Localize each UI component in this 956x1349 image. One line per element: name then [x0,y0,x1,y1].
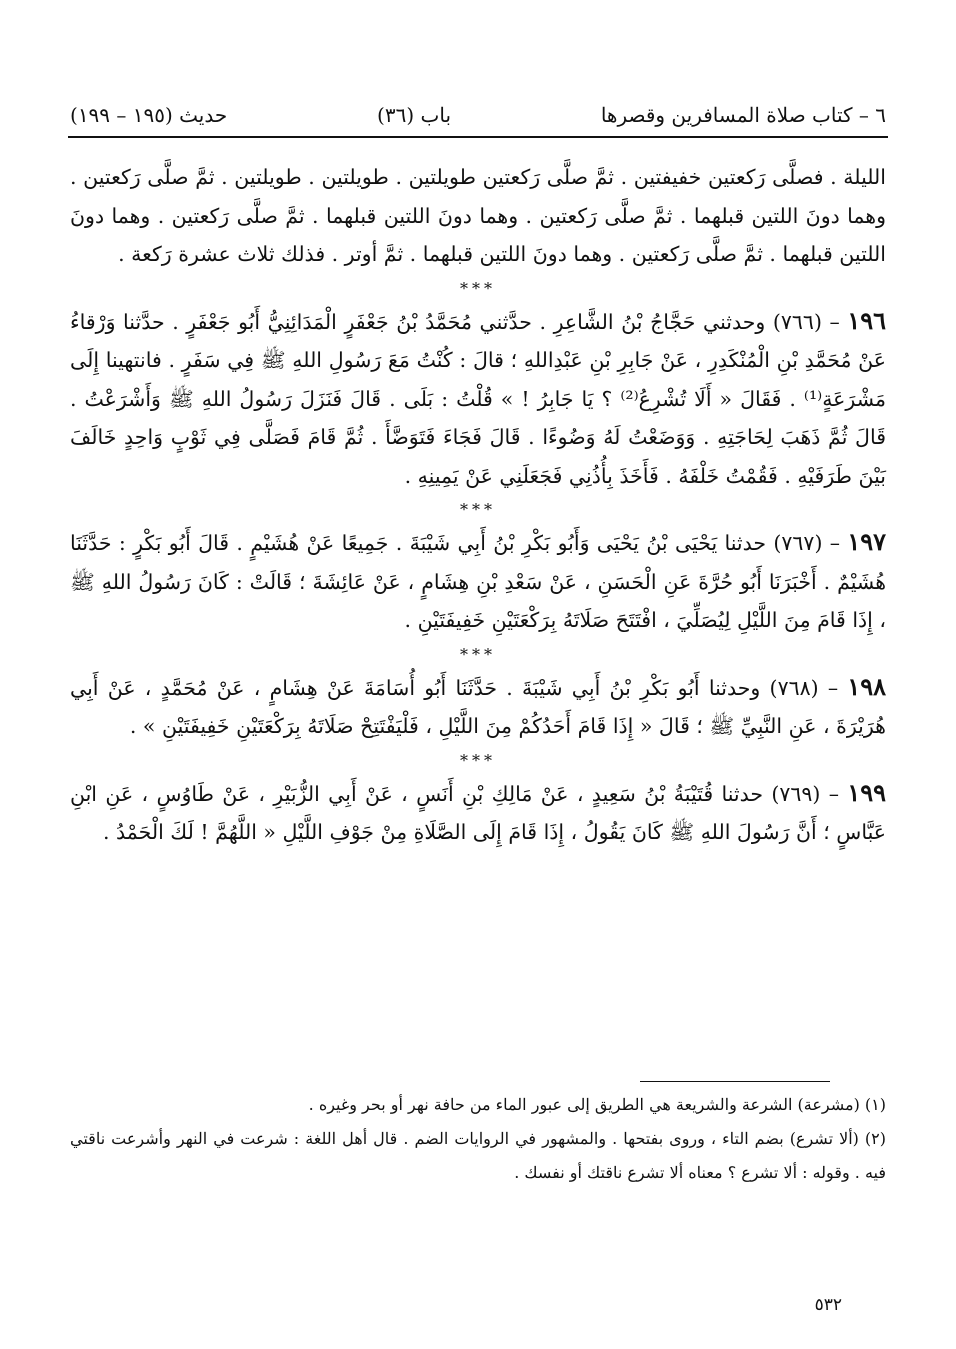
paragraph-continuation: الليلة . فصلَّى رَكعتين خفيفتين . ثمَّ صلَّى رَكعتين طويلتين . طويلتين . طويلتين . ثمَّ صلَّى رَكعتين . وهما دونَ اللتين قبلهما . ثمَّ صلَّى رَكعتين . وهما دونَ اللتين قبلهما . ثمَّ صلَّى رَكعتين . وهما دونَ اللتين قبلهما . ثمَّ صلَّى رَكعتين . وهما دونَ اللتين قبلهما . ثمَّ أوتر . فذلك ثلاث عشرة رَكعة . [70,165,886,266]
section-separator: *** [460,278,496,298]
page-number: ٥٣٢ [814,1295,842,1315]
hadith-number: ١٩٦ [847,305,887,335]
hadith-number: ١٩٨ [847,671,886,701]
main-text [70,158,886,852]
hadith-197 [70,523,886,640]
hadith-number: ١٩٧ [847,527,887,556]
hadith-text: – (٧٦٦) وحدثني حَجَّاجُ بْنُ الشَّاعِرِ . حدَّثني مُحَمَّدُ بْنُ جَعْفَرٍ الْمَدَائِنِيُّ أَبُو جَعْفَرٍ . حدَّثنا وَرْقاءُ عَنْ مُحَمَّدِ بْنِ الْمُنْكَدِرِ ، عَنْ جَابِرِ بْنِ عَبْدِاللهِ ؛ قالَ : كُنْتُ مَعَ رَسُولِ اللهِ ﷺ فِي سَفَرٍ . فانتهينا إِلَى مَشْرَعَةٍ⁽¹⁾ . فَقَالَ « أَلَا تُشْرِعُ⁽²⁾ ؟ يَا جَابِرُ ! » قُلْتُ : بَلَى . قَالَ فَنَزَلَ رَسُولُ اللهِ ﷺ وَأَشْرَعْتُ . قَالَ ثُمَّ ذَهَبَ لِحَاجَتِهِ . وَوَضَعْتُ لَهُ وَضُوءًا . قَالَ فَجَاءَ فَتَوَضَّأَ . ثُمَّ قَامَ فَصَلَّى فِي ثَوْبٍ وَاحِدٍ خَالَفَ بَيْنَ طَرَفَيْهِ . فَقُمْتُ خَلْفَهُ . فَأَخَذَ بِأُذُنِي فَجَعَلَنِي عَنْ يَمِينِهِ . [70,309,886,488]
section-separator: *** [460,500,496,519]
hadith-text: – (٧٦٩) حدثنا قُتَيْبَةُ بْنُ سَعِيدٍ ، عَنْ مَالِكِ بْنِ أَنَسٍ ، عَنْ أَبِي الزُّبَيْرِ ، عَنْ طَاوُسٍ ، عَنِ ابْنِ عَبَّاسٍ ؛ أَنَّ رَسُولَ اللهِ ﷺ كَانَ يَقُولُ ، إِذَا قَامَ إِلَى الصَّلَاةِ مِنْ جَوْفِ اللَّيْلِ « اللَّهُمَّ ! لَكَ الْحَمْدُ . [70,781,886,844]
bab-number: (٣٦) باب [377,103,452,127]
footnote-1: (١) (مشرعة) الشرعة والشريعة هي الطريق إلى عبور الماء من حافة نهر أو بحر وغيره . [308,1095,886,1114]
hadith-196 [70,302,886,496]
footnote-2: (٢) (ألا تشرع) بضم التاء ، وروى بفتحها . والمشهور في الروايات الضم . قال أهل اللغة : شرعت في النهر وأشرعت ناقتي فيه . وقوله : ألا تشرع ؟ معناه ألا تشرع ناقتك أو نفسك . [70,1129,886,1182]
hadith-text: – (٧٦٨) وحدثنا أَبُو بَكْرِ بْنُ أَبِي شَيْبَةَ . حَدَّثَنَا أَبُو أُسَامَةَ عَنْ هِشَامٍ ، عَنْ مُحَمَّدٍ ، عَنْ أَبِي هُرَيْرَةَ ، عَنِ النَّبِيِّ ﷺ ؛ قَالَ « إِذَا قَامَ أَحَدُكُمْ مِنَ اللَّيْلِ ، فَلْيَفْتَتِحْ صَلَاتَهُ بِرَكْعَتَيْنِ خَفِيفَتَيْنِ » . [70,675,886,738]
section-separator: *** [460,644,496,664]
footnote-rule [640,1081,830,1082]
hadith-range: (١٩٥ – ١٩٩) حديث [70,103,228,127]
running-header [70,98,886,132]
footnotes [70,1088,886,1190]
hadith-number: ١٩٩ [847,777,887,807]
hadith-199 [70,774,886,852]
header-rule [68,136,888,138]
hadith-text: – (٧٦٧) حدثنا يَحْيَى بْنُ يَحْيَى وَأَبُو بَكْرِ بْنُ أَبِي شَيْبَةَ . جَمِيعًا عَنْ هُشَيْمٍ . قَالَ أَبُو بَكْرٍ : حَدَّثَنَا هُشَيْمٌ . أَخْبَرَنَا أَبُو حُرَّةَ عَنِ الْحَسَنِ ، عَنْ سَعْدِ بْنِ هِشَامٍ ، عَنْ عَائِشَةَ ؛ قَالَتْ : كَانَ رَسُولُ اللهِ ﷺ ، إِذَا قَامَ مِنَ اللَّيْلِ لِيُصَلِّيَ ، افْتَتَحَ صَلَاتَهُ بِرَكْعَتَيْنِ خَفِيفَتَيْنِ . [70,531,886,632]
section-separator: *** [460,750,496,770]
chapter-title: ٦ – كتاب صلاة المسافرين وقصرها [600,103,886,127]
hadith-198 [70,668,886,746]
